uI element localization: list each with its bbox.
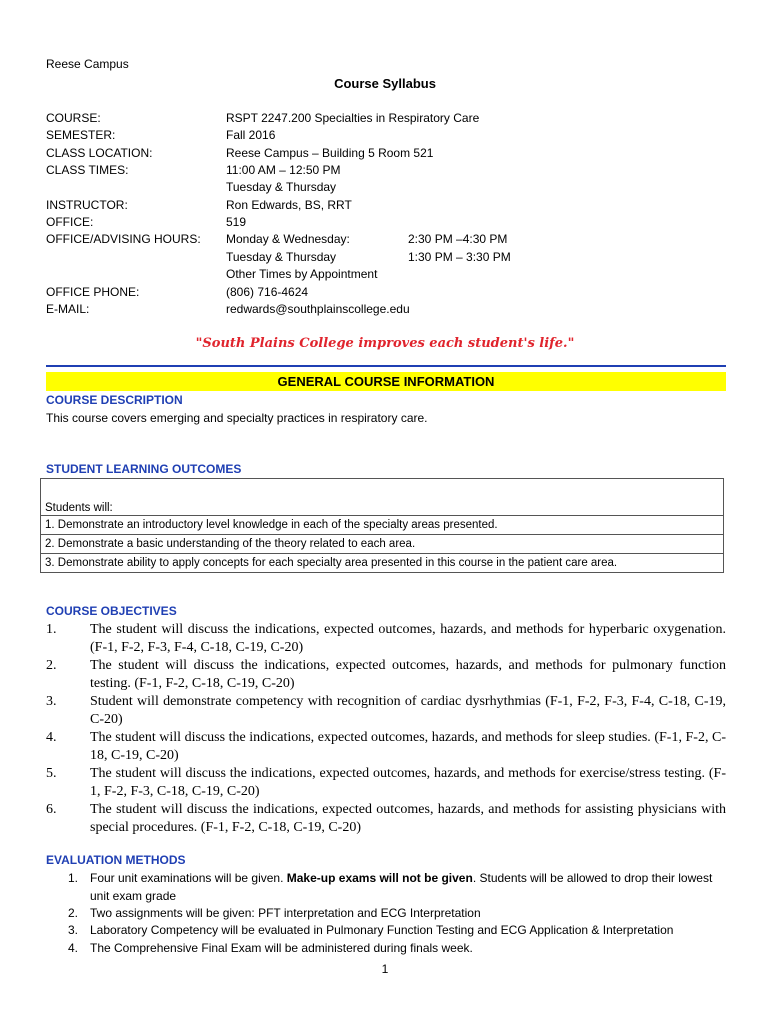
- evaluation-item: [68, 940, 728, 958]
- office-hours-time-1: 2:30 PM –4:30 PM: [408, 232, 508, 246]
- divider: [46, 365, 726, 367]
- office-label: OFFICE:: [46, 215, 94, 229]
- semester-label: SEMESTER:: [46, 128, 116, 142]
- objective-text: The student will discuss the indications, expected outcomes, hazards, and methods for assisting physicians with special procedures. (F-1, F-2, C-18, C-19, C-20): [90, 802, 726, 835]
- learning-outcomes-heading: STUDENT LEARNING OUTCOMES: [46, 462, 242, 476]
- instructor-label: INSTRUCTOR:: [46, 198, 128, 212]
- course-description-text: This course covers emerging and specialty practices in respiratory care.: [46, 411, 428, 425]
- college-motto: "South Plains College improves each student's life.": [195, 336, 575, 351]
- evaluation-item: [68, 922, 728, 940]
- course-objectives-heading: COURSE OBJECTIVES: [46, 604, 177, 618]
- course-value: RSPT 2247.200 Specialties in Respiratory Care: [226, 111, 480, 125]
- objective-item: [46, 765, 726, 801]
- objective-item: [46, 801, 726, 837]
- phone-value: (806) 716-4624: [226, 285, 309, 299]
- phone-label: OFFICE PHONE:: [46, 285, 140, 299]
- office-hours-other: Other Times by Appointment: [226, 267, 378, 281]
- objective-text: The student will discuss the indications, expected outcomes, hazards, and methods for pulmonary function testing. (F-1, F-2, C-18, C-19, C-20): [90, 658, 726, 691]
- outcomes-intro: Students will:: [41, 479, 724, 516]
- evaluation-text: [90, 870, 728, 905]
- objective-number: 6.: [46, 802, 57, 817]
- evaluation-text: The Comprehensive Final Exam will be administered during finals week.: [90, 941, 473, 955]
- office-hours-label: OFFICE/ADVISING HOURS:: [46, 232, 201, 246]
- evaluation-number: 2.: [68, 906, 79, 920]
- location-value: Reese Campus – Building 5 Room 521: [226, 146, 434, 160]
- objective-item: [46, 657, 726, 693]
- evaluation-text-part: Four unit examinations will be given.: [90, 871, 287, 885]
- office-hours-time-2: 1:30 PM – 3:30 PM: [408, 250, 511, 264]
- objective-number: 4.: [46, 730, 57, 745]
- evaluation-text-part: . Students will be allowed to drop their lowest unit exam grade: [90, 871, 713, 903]
- page-number: 1: [381, 962, 389, 976]
- campus-name: Reese Campus: [46, 57, 129, 71]
- objective-number: 1.: [46, 622, 57, 637]
- objective-text: Student will demonstrate competency with recognition of cardiac dysrhythmias (F-1, F-2, F-3, F-4, C-18, C-19, C-20): [90, 694, 726, 727]
- objective-number: 5.: [46, 766, 57, 781]
- instructor-value: Ron Edwards, BS, RRT: [226, 198, 352, 212]
- email-label: E-MAIL:: [46, 302, 90, 316]
- objective-text: The student will discuss the indications, expected outcomes, hazards, and methods for exercise/stress testing. (F-1, F-2, F-3, C-18, C-19, C-20): [90, 766, 726, 799]
- objective-item: [46, 693, 726, 729]
- outcome-item: 2. Demonstrate a basic understanding of the theory related to each area.: [41, 535, 724, 554]
- email-link[interactable]: redwards@southplainscollege.edu: [226, 302, 410, 316]
- office-hours-day-2: Tuesday & Thursday: [226, 250, 337, 264]
- semester-value: Fall 2016: [226, 128, 276, 142]
- learning-outcomes-table: [40, 478, 724, 573]
- evaluation-number: 3.: [68, 923, 79, 937]
- evaluation-emphasis: Make-up exams will not be given: [286, 871, 473, 885]
- section-banner: GENERAL COURSE INFORMATION: [46, 372, 726, 391]
- office-value: 519: [226, 215, 247, 229]
- outcome-item: 3. Demonstrate ability to apply concepts for each specialty area presented in this course in the patient care area.: [41, 554, 724, 573]
- location-label: CLASS LOCATION:: [46, 146, 153, 160]
- objective-item: [46, 729, 726, 765]
- class-times-value: 11:00 AM – 12:50 PM: [226, 163, 341, 177]
- outcome-item: 1. Demonstrate an introductory level knowledge in each of the specialty areas presented.: [41, 516, 724, 535]
- class-times-label: CLASS TIMES:: [46, 163, 129, 177]
- office-hours-day-1: Monday & Wednesday:: [226, 232, 350, 246]
- objective-number: 3.: [46, 694, 57, 709]
- evaluation-item: [68, 905, 728, 923]
- objective-text: The student will discuss the indications, expected outcomes, hazards, and methods for hyperbaric oxygenation. (F-1, F-2, F-3, F-4, C-18, C-19, C-20): [90, 622, 726, 655]
- objective-item: [46, 621, 726, 657]
- page-title: Course Syllabus: [334, 76, 436, 91]
- objective-number: 2.: [46, 658, 57, 673]
- evaluation-number: 4.: [68, 941, 79, 955]
- objective-text: The student will discuss the indications, expected outcomes, hazards, and methods for sleep studies. (F-1, F-2, C-18, C-19, C-20): [90, 730, 726, 763]
- evaluation-number: 1.: [68, 871, 79, 885]
- evaluation-text: Laboratory Competency will be evaluated in Pulmonary Function Testing and ECG Application & Interpretation: [90, 923, 674, 937]
- evaluation-methods-heading: EVALUATION METHODS: [46, 853, 186, 867]
- evaluation-item: [68, 870, 728, 905]
- evaluation-text: Two assignments will be given: PFT interpretation and ECG Interpretation: [90, 906, 481, 920]
- course-description-heading: COURSE DESCRIPTION: [46, 393, 183, 407]
- course-label: COURSE:: [46, 111, 101, 125]
- class-days-value: Tuesday & Thursday: [226, 180, 337, 194]
